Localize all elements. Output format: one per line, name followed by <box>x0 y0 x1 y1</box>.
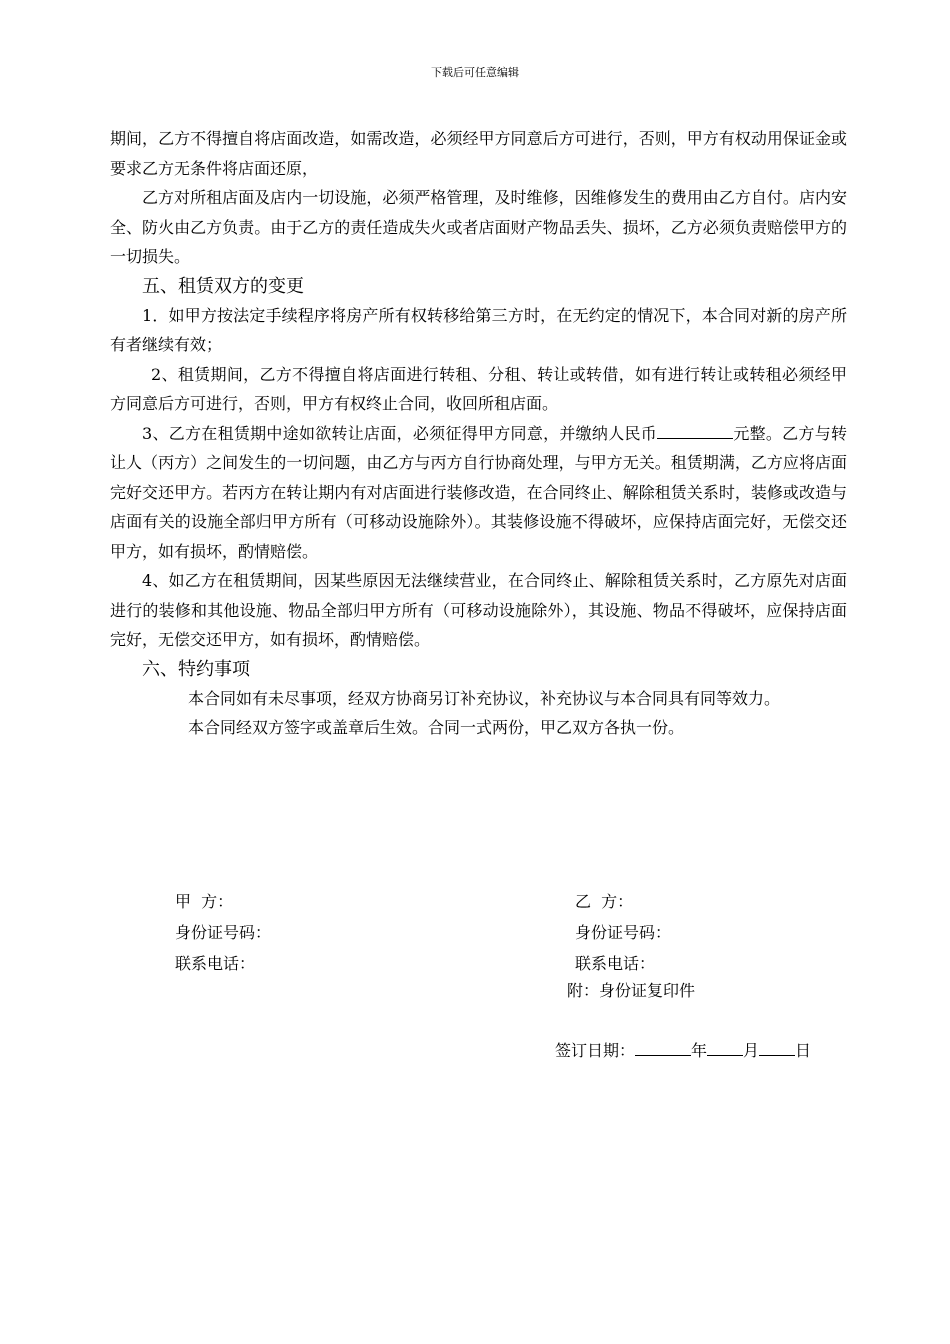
party-b-name-label: 乙 方： <box>575 892 634 911</box>
clause-sublease: 2、租赁期间，乙方不得擅自将店面进行转租、分租、转让或转借，如有进行转让或转租必须经甲方同意后方可进行，否则，甲方有权终止合同，收回所租店面。 <box>110 364 847 413</box>
party-b-phone-label: 联系电话： <box>575 954 656 973</box>
paragraph-alteration-clause: 期间，乙方不得擅自将店面改造，如需改造，必须经甲方同意后方可进行，否则，甲方有权动用保证金或要求乙方无条件将店面还原， <box>110 129 847 178</box>
section-title-special-terms: 六、特约事项 <box>142 658 250 680</box>
clause-transfer-fee-text-rest: 元整。乙方与转让人（丙方）之间发生的一切问题，由乙方与丙方自行协商处理，与甲方无关。租赁期满，乙方应将店面完好交还甲方。若丙方在转让期内有对店面进行装修改造，在合同终止、解除租赁关系时，装修或改造与店面有关的设施全部归甲方所有（可移动设施除外）。其装修设施不得破坏，应保持店面完好，无偿交还甲方，如有损坏，酌情赔偿。 <box>110 423 847 561</box>
clause-transfer-fee-text: 3、乙方在租赁期中途如欲转让店面，必须征得甲方同意，并缴纳人民币 <box>142 423 658 443</box>
party-a-phone-label: 联系电话： <box>175 954 256 973</box>
year-label: 年 <box>691 1041 708 1060</box>
attachment-note: 附：身份证复印件 <box>567 981 696 1000</box>
party-a-name-label: 甲 方： <box>175 892 234 911</box>
header-note: 下载后可任意编辑 <box>431 66 519 79</box>
party-b-id-label: 身份证号码： <box>575 923 672 942</box>
party-a-signature-block <box>175 886 271 979</box>
clause-effectiveness: 本合同经双方签字或盖章后生效。合同一式两份，甲乙双方各执一份。 <box>188 718 685 737</box>
contract-body <box>110 124 847 743</box>
party-b-signature-block <box>575 886 671 979</box>
clause-ownership-transfer: 1．如甲方按法定手续程序将房产所有权转移给第三方时，在无约定的情况下，本合同对新的房产所有者继续有效； <box>110 305 847 354</box>
month-label: 月 <box>743 1041 760 1060</box>
party-a-id-label: 身份证号码： <box>175 923 272 942</box>
amount-blank[interactable] <box>657 422 733 439</box>
paragraph-maintenance-clause: 乙方对所租店面及店内一切设施，必须严格管理，及时维修，因维修发生的费用由乙方自付。店内安全、防火由乙方负责。由于乙方的责任造成失火或者店面财产物品丢失、损坏，乙方必须负责赔偿甲方的一切损失。 <box>110 188 847 266</box>
signing-date-label: 签订日期： <box>555 1041 636 1060</box>
day-label: 日 <box>795 1041 812 1060</box>
section-title-changes: 五、租赁双方的变更 <box>142 275 304 297</box>
signing-date-line <box>555 1035 811 1066</box>
day-blank[interactable] <box>759 1039 795 1056</box>
clause-business-termination: 4、如乙方在租赁期间，因某些原因无法继续营业，在合同终止、解除租赁关系时，乙方原先对店面进行的装修和其他设施、物品全部归甲方所有（可移动设施除外），其设施、物品不得破坏，应保持店面完好，无偿交还甲方，如有损坏，酌情赔偿。 <box>110 571 847 649</box>
month-blank[interactable] <box>707 1039 743 1056</box>
year-blank[interactable] <box>635 1039 691 1056</box>
clause-supplementary-agreement: 本合同如有未尽事项，经双方协商另订补充协议，补充协议与本合同具有同等效力。 <box>188 688 781 708</box>
clause-transfer-fee <box>110 419 847 567</box>
